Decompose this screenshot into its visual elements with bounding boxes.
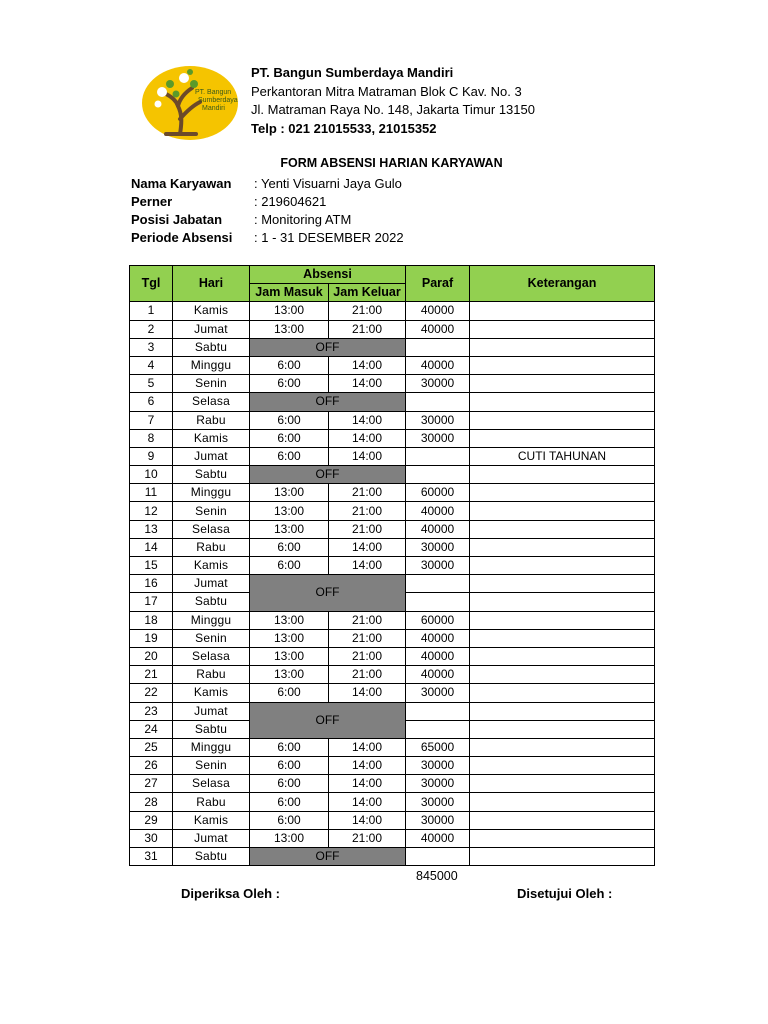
cell-jam-keluar: 14:00 (329, 811, 406, 829)
info-label: Nama Karyawan (131, 176, 232, 191)
cell-hari: Kamis (173, 557, 250, 575)
cell-keterangan (470, 629, 655, 647)
table-row (130, 411, 655, 429)
cell-jam-keluar: 21:00 (329, 320, 406, 338)
cell-keterangan (470, 393, 655, 411)
checked-by-label: Diperiksa Oleh : (181, 886, 280, 901)
cell-tgl: 5 (130, 375, 173, 393)
cell-hari: Kamis (173, 302, 250, 320)
cell-paraf: 30000 (406, 775, 470, 793)
cell-paraf: 60000 (406, 484, 470, 502)
cell-keterangan (470, 702, 655, 720)
cell-tgl: 4 (130, 356, 173, 374)
cell-hari: Senin (173, 502, 250, 520)
cell-hari: Minggu (173, 738, 250, 756)
cell-hari: Minggu (173, 611, 250, 629)
company-phone: Telp : 021 21015533, 21015352 (251, 120, 437, 136)
table-row (130, 320, 655, 338)
cell-tgl: 27 (130, 775, 173, 793)
cell-jam-masuk: 13:00 (250, 666, 329, 684)
paraf-total: 845000 (416, 869, 458, 883)
cell-hari: Jumat (173, 829, 250, 847)
cell-hari: Kamis (173, 429, 250, 447)
cell-paraf: 30000 (406, 793, 470, 811)
cell-tgl: 26 (130, 757, 173, 775)
table-row (130, 611, 655, 629)
info-label: Posisi Jabatan (131, 212, 223, 227)
info-value: : Monitoring ATM (254, 212, 352, 227)
table-row (130, 575, 655, 593)
cell-paraf: 40000 (406, 829, 470, 847)
cell-hari: Selasa (173, 520, 250, 538)
info-label: Periode Absensi (131, 230, 233, 245)
cell-jam-keluar: 14:00 (329, 775, 406, 793)
cell-hari: Jumat (173, 320, 250, 338)
cell-keterangan: CUTI TAHUNAN (470, 447, 655, 465)
logo-text-line1: PT. Bangun (195, 89, 232, 96)
cell-paraf: 30000 (406, 538, 470, 556)
cell-jam-keluar: 14:00 (329, 738, 406, 756)
table-row (130, 775, 655, 793)
cell-tgl: 24 (130, 720, 173, 738)
cell-keterangan (470, 429, 655, 447)
cell-paraf: 40000 (406, 320, 470, 338)
cell-tgl: 15 (130, 557, 173, 575)
header-jam-masuk: Jam Masuk (250, 284, 329, 302)
table-row (130, 811, 655, 829)
cell-tgl: 10 (130, 466, 173, 484)
approved-by-label: Disetujui Oleh : (517, 886, 613, 901)
cell-paraf: 30000 (406, 375, 470, 393)
table-row (130, 393, 655, 411)
cell-jam-masuk: 6:00 (250, 811, 329, 829)
cell-paraf: 30000 (406, 684, 470, 702)
cell-paraf (406, 848, 470, 866)
cell-jam-masuk: 13:00 (250, 611, 329, 629)
cell-hari: Jumat (173, 447, 250, 465)
cell-jam-masuk: 13:00 (250, 629, 329, 647)
logo-text-line3: Mandiri (202, 105, 225, 112)
cell-hari: Selasa (173, 647, 250, 665)
cell-keterangan (470, 811, 655, 829)
cell-tgl: 28 (130, 793, 173, 811)
cell-jam-keluar: 21:00 (329, 647, 406, 665)
table-row (130, 466, 655, 484)
info-row-name (131, 175, 404, 193)
cell-keterangan (470, 775, 655, 793)
cell-keterangan (470, 538, 655, 556)
cell-tgl: 22 (130, 684, 173, 702)
table-row (130, 338, 655, 356)
cell-jam-keluar: 21:00 (329, 829, 406, 847)
cell-jam-keluar: 14:00 (329, 684, 406, 702)
cell-tgl: 8 (130, 429, 173, 447)
table-row (130, 502, 655, 520)
cell-hari: Kamis (173, 684, 250, 702)
cell-keterangan (470, 647, 655, 665)
cell-keterangan (470, 738, 655, 756)
cell-jam-keluar: 14:00 (329, 411, 406, 429)
cell-keterangan (470, 466, 655, 484)
cell-hari: Senin (173, 375, 250, 393)
cell-paraf: 40000 (406, 520, 470, 538)
cell-jam-masuk: 6:00 (250, 684, 329, 702)
table-row (130, 484, 655, 502)
info-value: : 219604621 (254, 194, 327, 209)
cell-paraf (406, 593, 470, 611)
cell-jam-masuk: 6:00 (250, 356, 329, 374)
cell-tgl: 12 (130, 502, 173, 520)
cell-tgl: 16 (130, 575, 173, 593)
cell-hari: Sabtu (173, 466, 250, 484)
cell-paraf: 30000 (406, 429, 470, 447)
cell-jam-keluar: 14:00 (329, 447, 406, 465)
cell-tgl: 21 (130, 666, 173, 684)
cell-hari: Selasa (173, 393, 250, 411)
form-title: FORM ABSENSI HARIAN KARYAWAN (280, 156, 503, 170)
cell-keterangan (470, 375, 655, 393)
cell-jam-keluar: 14:00 (329, 757, 406, 775)
cell-hari: Jumat (173, 702, 250, 720)
cell-jam-keluar: 14:00 (329, 538, 406, 556)
cell-jam-masuk: 13:00 (250, 520, 329, 538)
company-name: PT. Bangun Sumberdaya Mandiri (251, 65, 454, 80)
cell-jam-masuk: 13:00 (250, 302, 329, 320)
cell-paraf: 40000 (406, 502, 470, 520)
cell-off: OFF (250, 393, 406, 411)
cell-paraf: 40000 (406, 666, 470, 684)
cell-hari: Sabtu (173, 848, 250, 866)
cell-jam-keluar: 21:00 (329, 302, 406, 320)
header-keterangan: Keterangan (470, 266, 655, 302)
cell-paraf: 65000 (406, 738, 470, 756)
table-row (130, 702, 655, 720)
header-tgl: Tgl (130, 266, 173, 302)
table-row (130, 666, 655, 684)
cell-tgl: 31 (130, 848, 173, 866)
cell-jam-masuk: 6:00 (250, 557, 329, 575)
table-row (130, 738, 655, 756)
table-row (130, 647, 655, 665)
cell-hari: Sabtu (173, 338, 250, 356)
cell-keterangan (470, 720, 655, 738)
cell-hari: Sabtu (173, 593, 250, 611)
cell-paraf: 30000 (406, 557, 470, 575)
cell-tgl: 2 (130, 320, 173, 338)
cell-paraf (406, 338, 470, 356)
cell-keterangan (470, 338, 655, 356)
cell-tgl: 19 (130, 629, 173, 647)
cell-tgl: 3 (130, 338, 173, 356)
info-row-perner (131, 193, 404, 211)
cell-off: OFF (250, 848, 406, 866)
company-address-1: Perkantoran Mitra Matraman Blok C Kav. No. 3 (251, 83, 522, 99)
cell-tgl: 6 (130, 393, 173, 411)
cell-off: OFF (250, 466, 406, 484)
table-row (130, 302, 655, 320)
cell-paraf: 30000 (406, 411, 470, 429)
cell-keterangan (470, 520, 655, 538)
employee-info (131, 175, 404, 247)
cell-tgl: 1 (130, 302, 173, 320)
table-row (130, 848, 655, 866)
cell-hari: Minggu (173, 484, 250, 502)
cell-keterangan (470, 302, 655, 320)
cell-keterangan (470, 684, 655, 702)
cell-keterangan (470, 793, 655, 811)
cell-off: OFF (250, 575, 406, 611)
logo-text-line2: Sumberdaya (198, 97, 238, 104)
cell-tgl: 29 (130, 811, 173, 829)
table-row (130, 447, 655, 465)
table-row (130, 829, 655, 847)
table-row (130, 629, 655, 647)
cell-hari: Rabu (173, 411, 250, 429)
cell-keterangan (470, 557, 655, 575)
cell-hari: Rabu (173, 666, 250, 684)
info-row-position (131, 211, 404, 229)
cell-keterangan (470, 356, 655, 374)
table-row (130, 538, 655, 556)
cell-off: OFF (250, 338, 406, 356)
header-paraf: Paraf (406, 266, 470, 302)
cell-jam-keluar: 21:00 (329, 611, 406, 629)
cell-paraf (406, 447, 470, 465)
cell-hari: Rabu (173, 538, 250, 556)
cell-hari: Sabtu (173, 720, 250, 738)
cell-tgl: 25 (130, 738, 173, 756)
cell-paraf: 40000 (406, 647, 470, 665)
cell-keterangan (470, 848, 655, 866)
cell-tgl: 9 (130, 447, 173, 465)
header-hari: Hari (173, 266, 250, 302)
cell-jam-masuk: 13:00 (250, 829, 329, 847)
cell-jam-masuk: 13:00 (250, 320, 329, 338)
cell-paraf: 30000 (406, 757, 470, 775)
cell-paraf (406, 575, 470, 593)
cell-tgl: 11 (130, 484, 173, 502)
cell-jam-masuk: 6:00 (250, 447, 329, 465)
info-value: : 1 - 31 DESEMBER 2022 (254, 230, 404, 245)
cell-paraf: 40000 (406, 629, 470, 647)
cell-jam-keluar: 21:00 (329, 666, 406, 684)
cell-paraf (406, 702, 470, 720)
cell-jam-keluar: 14:00 (329, 557, 406, 575)
cell-paraf: 40000 (406, 356, 470, 374)
cell-jam-masuk: 6:00 (250, 375, 329, 393)
cell-tgl: 17 (130, 593, 173, 611)
cell-jam-keluar: 14:00 (329, 429, 406, 447)
cell-hari: Rabu (173, 793, 250, 811)
table-row (130, 375, 655, 393)
cell-tgl: 13 (130, 520, 173, 538)
cell-jam-masuk: 13:00 (250, 502, 329, 520)
cell-jam-masuk: 13:00 (250, 484, 329, 502)
cell-keterangan (470, 757, 655, 775)
cell-jam-masuk: 6:00 (250, 757, 329, 775)
cell-hari: Senin (173, 629, 250, 647)
info-value: : Yenti Visuarni Jaya Gulo (254, 176, 402, 191)
cell-tgl: 30 (130, 829, 173, 847)
cell-hari: Selasa (173, 775, 250, 793)
attendance-rows (130, 302, 655, 866)
company-header (251, 64, 535, 138)
cell-keterangan (470, 320, 655, 338)
cell-keterangan (470, 575, 655, 593)
cell-jam-keluar: 21:00 (329, 484, 406, 502)
cell-keterangan (470, 411, 655, 429)
cell-keterangan (470, 611, 655, 629)
info-row-period (131, 229, 404, 247)
table-row (130, 429, 655, 447)
cell-jam-masuk: 6:00 (250, 793, 329, 811)
tree-logo-icon (140, 64, 240, 142)
cell-paraf: 40000 (406, 302, 470, 320)
company-address-2: Jl. Matraman Raya No. 148, Jakarta Timur 13150 (251, 102, 535, 117)
table-row (130, 757, 655, 775)
cell-jam-keluar: 21:00 (329, 520, 406, 538)
table-row (130, 520, 655, 538)
header-absensi: Absensi (250, 266, 406, 284)
cell-hari: Senin (173, 757, 250, 775)
cell-hari: Minggu (173, 356, 250, 374)
cell-tgl: 18 (130, 611, 173, 629)
table-row (130, 793, 655, 811)
cell-tgl: 23 (130, 702, 173, 720)
cell-jam-masuk: 6:00 (250, 429, 329, 447)
cell-paraf: 60000 (406, 611, 470, 629)
cell-off: OFF (250, 702, 406, 738)
cell-keterangan (470, 484, 655, 502)
cell-paraf: 30000 (406, 811, 470, 829)
cell-jam-keluar: 21:00 (329, 629, 406, 647)
cell-jam-keluar: 14:00 (329, 356, 406, 374)
company-logo (140, 64, 240, 142)
cell-hari: Jumat (173, 575, 250, 593)
table-row (130, 557, 655, 575)
cell-jam-masuk: 6:00 (250, 738, 329, 756)
cell-jam-masuk: 6:00 (250, 411, 329, 429)
cell-keterangan (470, 666, 655, 684)
cell-jam-masuk: 6:00 (250, 538, 329, 556)
table-row (130, 684, 655, 702)
cell-paraf (406, 720, 470, 738)
cell-jam-masuk: 6:00 (250, 775, 329, 793)
cell-tgl: 14 (130, 538, 173, 556)
cell-paraf (406, 466, 470, 484)
header-jam-keluar: Jam Keluar (329, 284, 406, 302)
cell-paraf (406, 393, 470, 411)
cell-tgl: 7 (130, 411, 173, 429)
cell-tgl: 20 (130, 647, 173, 665)
table-row (130, 356, 655, 374)
cell-jam-keluar: 21:00 (329, 502, 406, 520)
cell-keterangan (470, 502, 655, 520)
cell-jam-masuk: 13:00 (250, 647, 329, 665)
cell-hari: Kamis (173, 811, 250, 829)
info-label: Perner (131, 194, 173, 209)
cell-jam-keluar: 14:00 (329, 793, 406, 811)
cell-keterangan (470, 829, 655, 847)
attendance-table (129, 265, 655, 866)
cell-keterangan (470, 593, 655, 611)
cell-jam-keluar: 14:00 (329, 375, 406, 393)
